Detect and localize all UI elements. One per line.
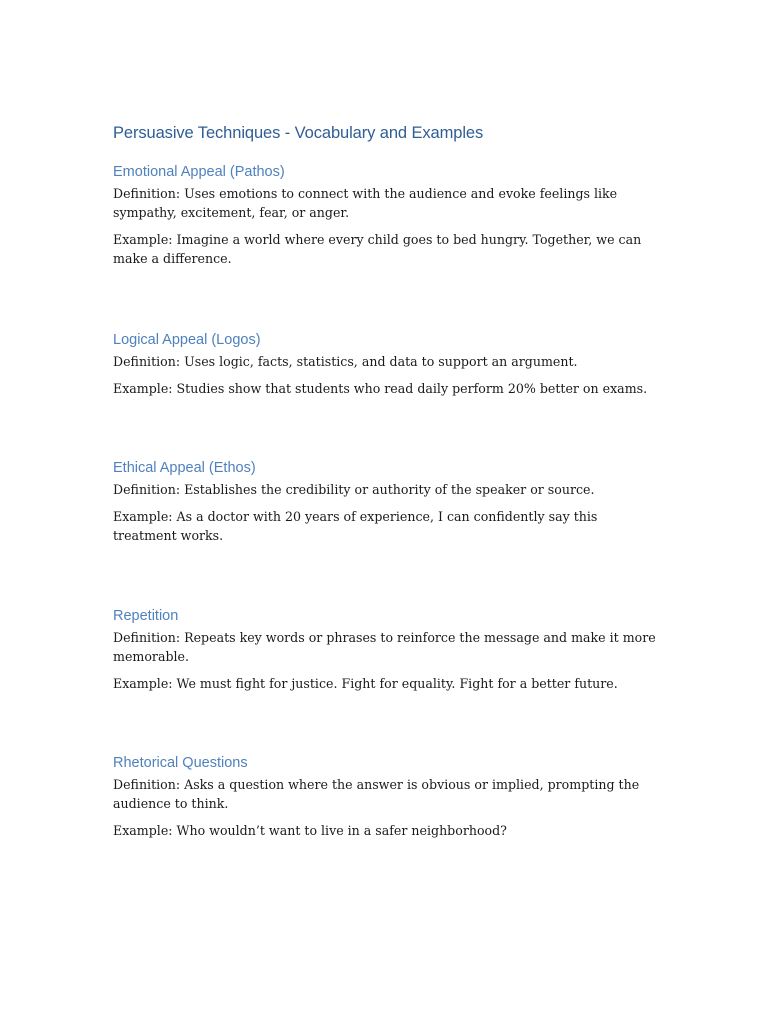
section-heading: Emotional Appeal (Pathos) bbox=[113, 164, 285, 180]
section-emotional-appeal bbox=[113, 163, 658, 268]
example-text: Example: As a doctor with 20 years of experience, I can confidently say this treatment works. bbox=[113, 509, 598, 543]
section-heading: Ethical Appeal (Ethos) bbox=[113, 460, 256, 476]
section-rhetorical-questions bbox=[113, 754, 658, 840]
definition-text: Definition: Uses logic, facts, statistics, and data to support an argument. bbox=[113, 354, 578, 369]
section-logical-appeal bbox=[113, 331, 658, 398]
definition-text: Definition: Asks a question where the answer is obvious or implied, prompting the audience to think. bbox=[113, 777, 640, 811]
definition-text: Definition: Uses emotions to connect with the audience and evoke feelings like sympathy, excitement, fear, or anger. bbox=[113, 186, 618, 220]
definition-text: Definition: Repeats key words or phrases to reinforce the message and make it more memorable. bbox=[113, 630, 656, 664]
example-text: Example: Who wouldn’t want to live in a safer neighborhood? bbox=[113, 823, 507, 838]
section-heading: Logical Appeal (Logos) bbox=[113, 332, 261, 348]
document-title: Persuasive Techniques - Vocabulary and Examples bbox=[113, 124, 484, 142]
section-heading: Repetition bbox=[113, 608, 179, 624]
example-text: Example: Studies show that students who read daily perform 20% better on exams. bbox=[113, 381, 648, 396]
section-heading: Rhetorical Questions bbox=[113, 755, 248, 771]
definition-text: Definition: Establishes the credibility or authority of the speaker or source. bbox=[113, 482, 595, 497]
section-ethical-appeal bbox=[113, 459, 658, 545]
example-text: Example: Imagine a world where every child goes to bed hungry. Together, we can make a difference. bbox=[113, 232, 642, 266]
section-repetition bbox=[113, 607, 658, 693]
example-text: Example: We must fight for justice. Fight for equality. Fight for a better future. bbox=[113, 676, 618, 691]
